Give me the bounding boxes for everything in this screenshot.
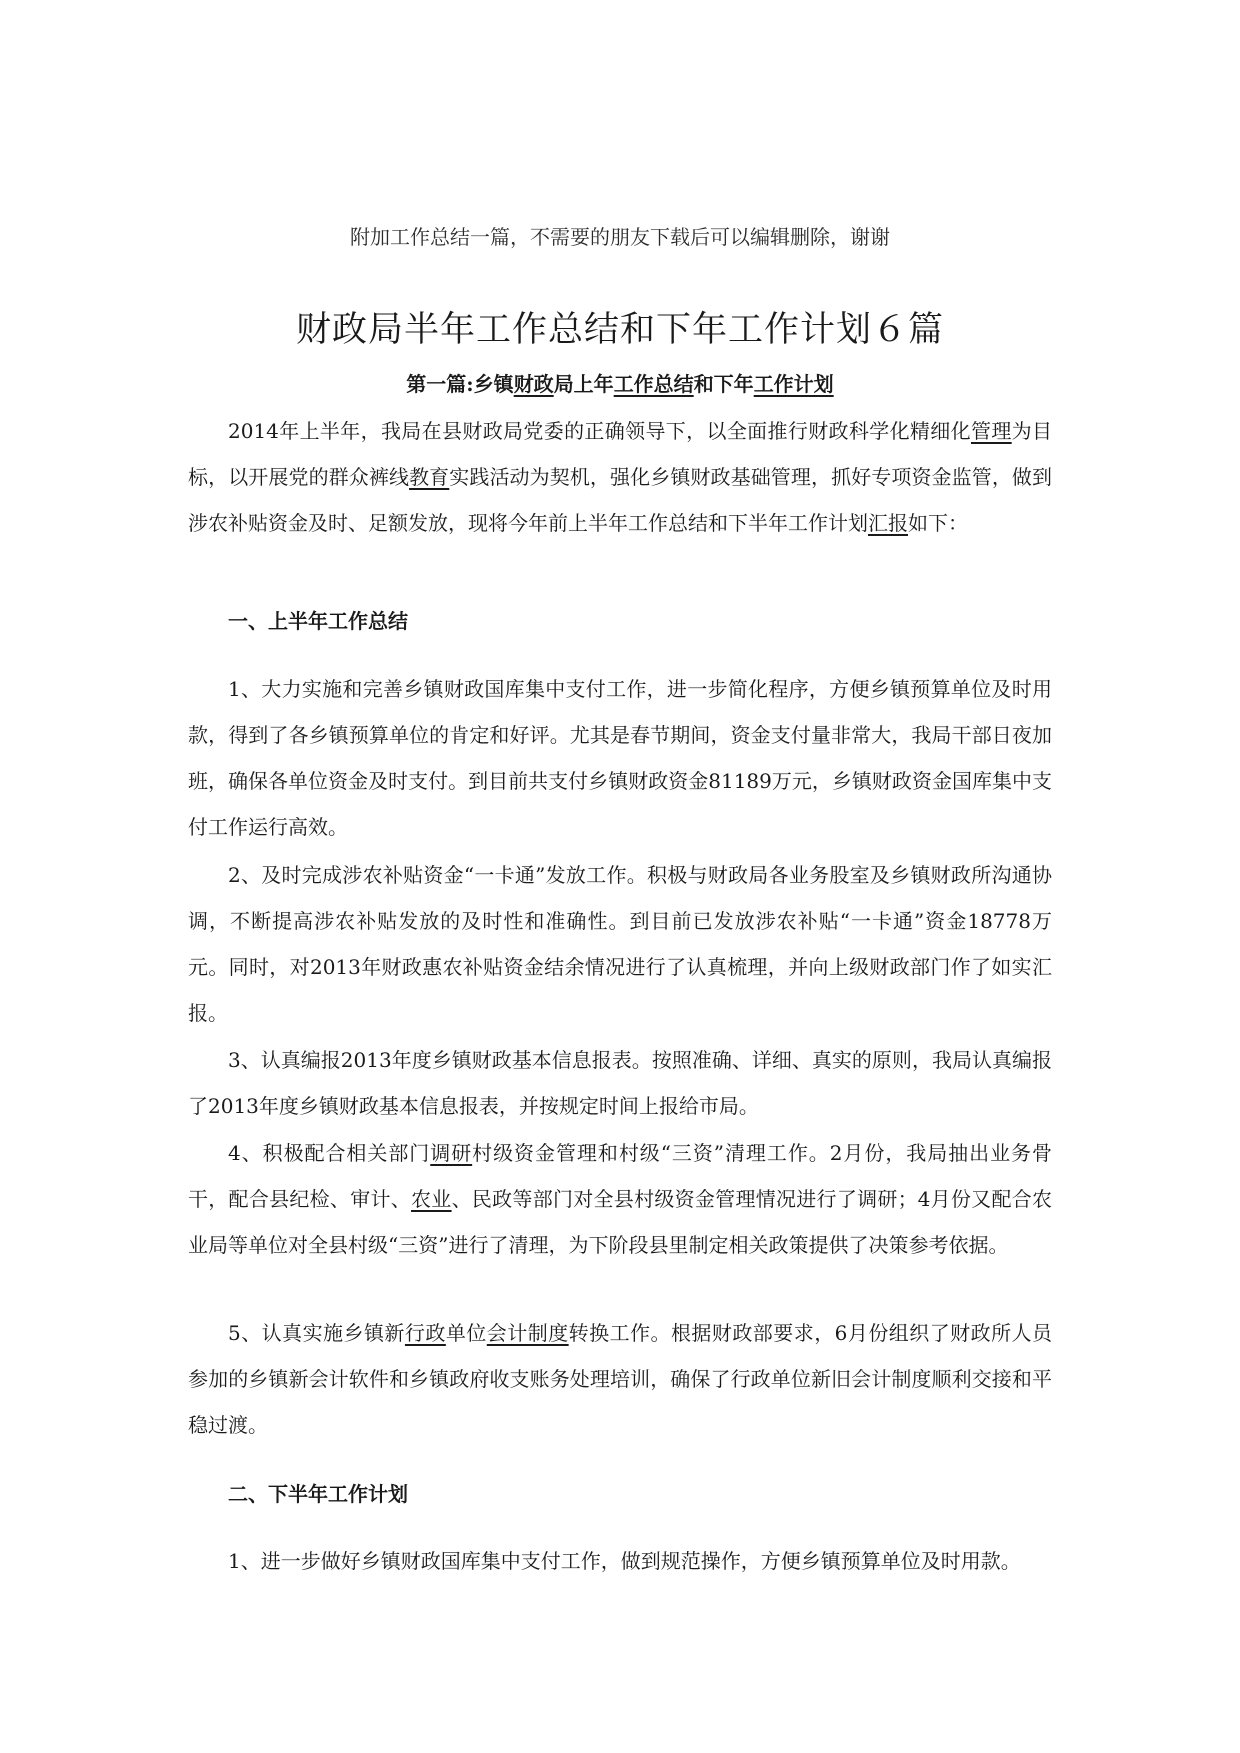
link-report[interactable]: 汇报 — [868, 511, 908, 535]
link-management[interactable]: 管理 — [970, 419, 1012, 443]
text-run: 4、积极配合相关部门 — [228, 1141, 431, 1165]
subtitle-part: 局上年 — [553, 372, 614, 396]
subtitle-part: 第一篇:乡镇 — [406, 372, 514, 396]
link-administration[interactable]: 行政 — [404, 1321, 446, 1345]
summary-item-5 — [188, 1310, 1052, 1448]
text-run: 、民政等部门对全县村级资金管理情况进行了调研；4月份又配合农业局等单位对全县村级“三资”进行了清理，为下阶段县里制定相关政策提供了决策参考依据。 — [188, 1187, 1053, 1257]
text-run: 实践活动为契机，强化乡镇财政基础管理，抓好专项资金监管，做到涉农补贴资金及时、足额发放，现将今年前上半年工作总结和下半年工作计划 — [188, 465, 1053, 535]
intro-paragraph — [188, 408, 1052, 546]
subtitle-part: 和下年 — [693, 372, 754, 396]
text-run: 如下： — [908, 511, 968, 535]
top-note: 附加工作总结一篇，不需要的朋友下载后可以编辑删除，谢谢 — [350, 225, 890, 249]
subtitle-link-finance[interactable]: 财政 — [513, 372, 554, 396]
plan-item-1: 1、进一步做好乡镇财政国库集中支付工作，做到规范操作，方便乡镇预算单位及时用款。 — [228, 1549, 1021, 1573]
chapter-subtitle — [0, 368, 1240, 400]
text-run: 村级资金管理和村级“三资”清理工作。2月份，我局抽出业务骨干，配合县纪检、审计、 — [188, 1141, 1052, 1211]
text-run: 转换工作。根据财政部要求，6月份组织了财政所人员参加的乡镇新会计软件和乡镇政府收支账务处理培训，确保了行政单位新旧会计制度顺利交接和平稳过渡。 — [188, 1321, 1053, 1437]
link-accounting-system[interactable]: 会计制度 — [486, 1321, 569, 1345]
document-title: 财政局半年工作总结和下年工作计划６篇 — [295, 310, 944, 350]
summary-item-3: 3、认真编报2013年度乡镇财政基本信息报表。按照准确、详细、真实的原则，我局认真编报了2013年度乡镇财政基本信息报表，并按规定时间上报给市局。 — [188, 1048, 1052, 1118]
summary-item-4 — [188, 1130, 1052, 1268]
text-run: 2014年上半年，我局在县财政局党委的正确领导下，以全面推行财政科学化精细化 — [228, 419, 971, 443]
text-run: 5、认真实施乡镇新 — [228, 1321, 405, 1345]
link-research[interactable]: 调研 — [430, 1141, 473, 1165]
subtitle-link-work-summary[interactable]: 工作总结 — [613, 372, 694, 396]
text-run: 为目标，以开展党的群众裤线 — [188, 419, 1053, 489]
subtitle-link-work-plan[interactable]: 工作计划 — [753, 372, 834, 396]
link-agriculture[interactable]: 农业 — [411, 1187, 452, 1211]
link-education[interactable]: 教育 — [409, 465, 450, 489]
summary-item-1: 1、大力实施和完善乡镇财政国库集中支付工作，进一步简化程序，方便乡镇预算单位及时用款，得到了各乡镇预算单位的肯定和好评。尤其是春节期间，资金支付量非常大，我局干部日夜加班，确保各单位资金及时支付。到目前共支付乡镇财政资金81189万元，乡镇财政资金国库集中支付工作运行高效。 — [188, 677, 1052, 839]
section-heading-first-half: 一、上半年工作总结 — [228, 609, 408, 633]
text-run: 单位 — [445, 1321, 487, 1345]
section-heading-second-half: 二、下半年工作计划 — [228, 1482, 408, 1506]
summary-item-2: 2、及时完成涉农补贴资金“一卡通”发放工作。积极与财政局各业务股室及乡镇财政所沟通协调，不断提高涉农补贴发放的及时性和准确性。到目前已发放涉农补贴“一卡通”资金18778万元。同时，对2013年财政惠农补贴资金结余情况进行了认真梳理，并向上级财政部门作了如实汇报。 — [188, 863, 1052, 1025]
